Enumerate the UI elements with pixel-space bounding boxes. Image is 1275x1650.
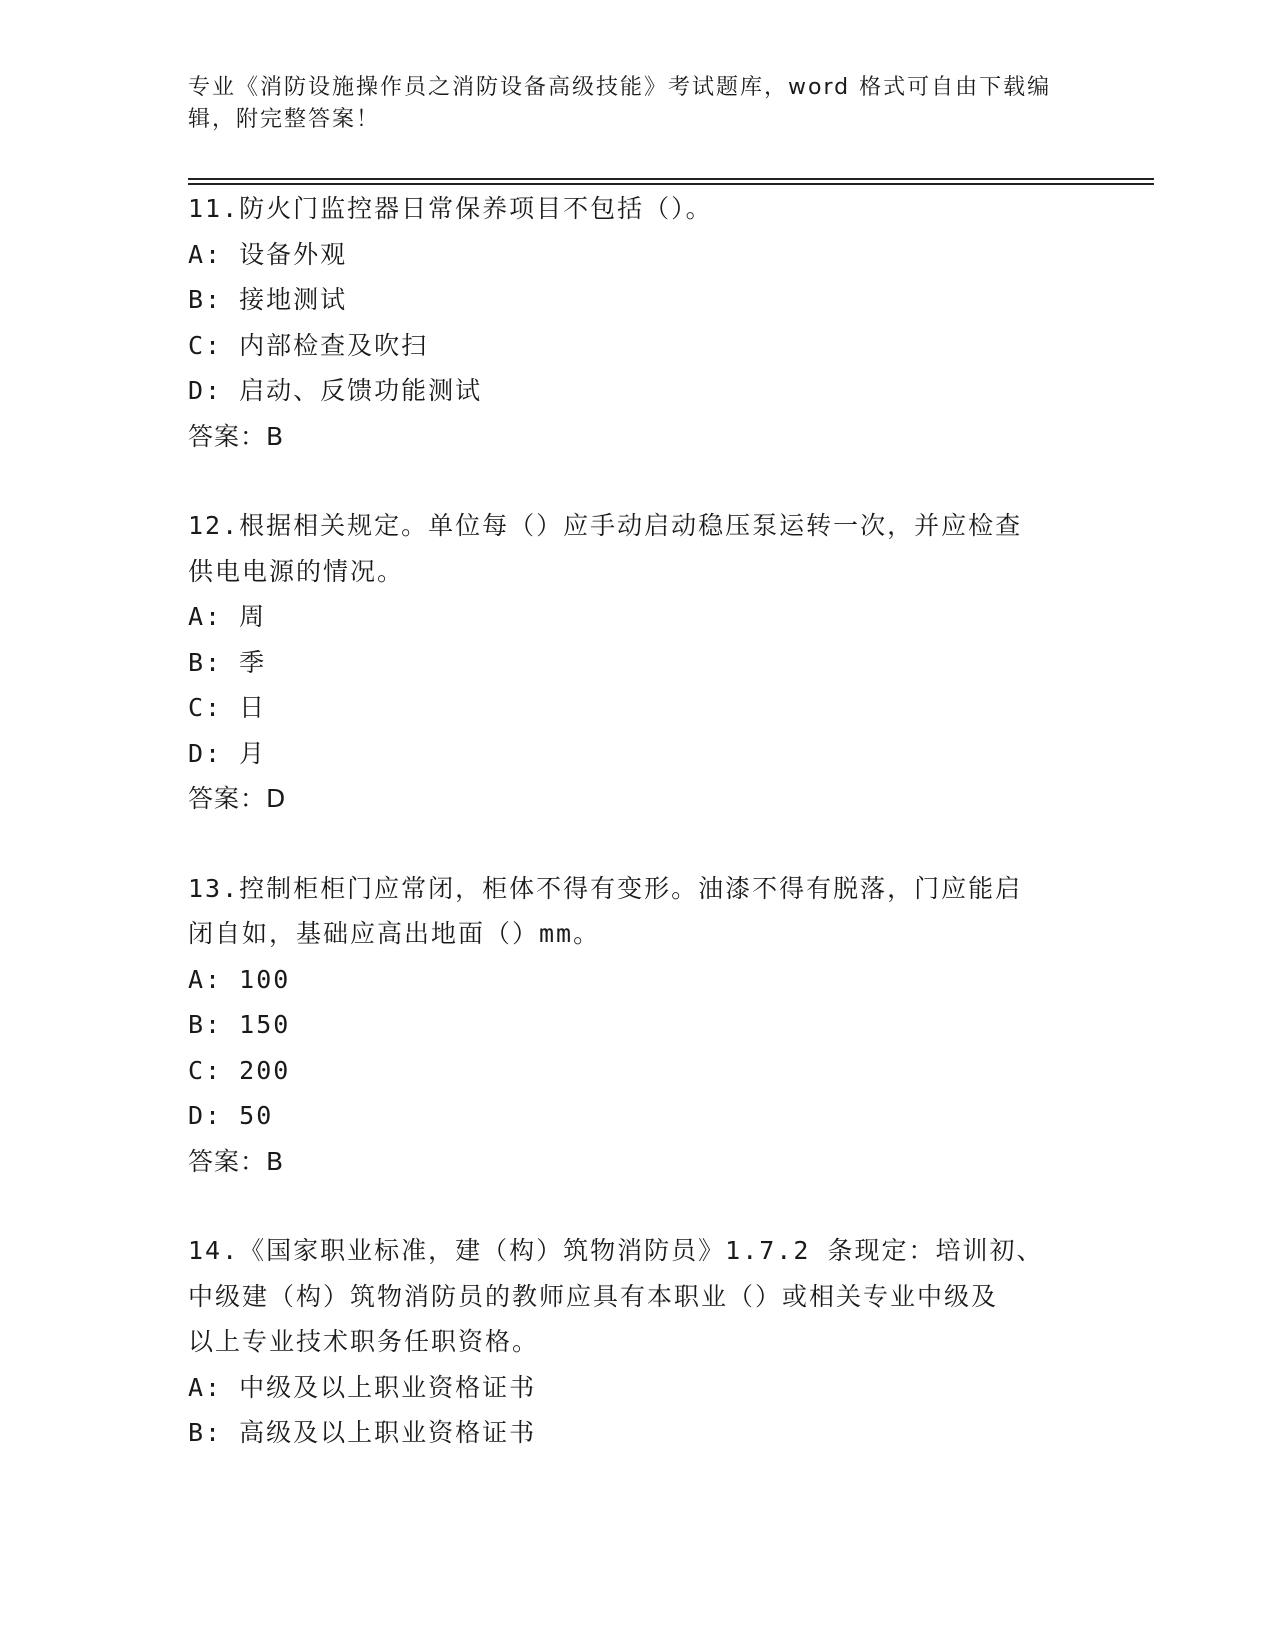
option-a: A: 周 [188, 602, 267, 631]
question-11 [188, 186, 1088, 459]
header-line-2: 辑，附完整答案！ [188, 107, 381, 132]
question-stem-line-1: 13.控制柜柜门应常闭，柜体不得有变形。油漆不得有脱落，门应能启 [188, 873, 1023, 903]
option-d: D: 50 [188, 1101, 274, 1130]
option-b: B: 高级及以上职业资格证书 [188, 1418, 537, 1447]
option-b: B: 150 [188, 1010, 291, 1039]
answer-label: 答案：B [188, 421, 285, 451]
option-d: D: 启动、反馈功能测试 [188, 376, 483, 405]
option-a: A: 100 [188, 964, 291, 994]
question-stem-line-1: 14.《国家职业标准，建（构）筑物消防员》1.7.2 条现定：培训初、 [188, 1236, 1044, 1265]
option-b: B: 接地测试 [188, 285, 348, 314]
option-c: C: 200 [188, 1055, 291, 1085]
question-stem-line-1: 12.根据相关规定。单位每（）应手动启动稳压泵运转一次，并应检查 [188, 511, 1023, 540]
question-12 [188, 503, 1088, 822]
answer-label: 答案：D [188, 784, 287, 813]
option-c: C: 内部检查及吹扫 [188, 330, 429, 360]
question-list [188, 186, 1088, 1500]
question-13 [188, 866, 1088, 1185]
option-a: A: 设备外观 [188, 239, 348, 269]
question-14 [188, 1228, 1088, 1456]
answer-label: 答案：B [188, 1146, 285, 1176]
question-stem-line-2: 中级建（构）筑物消防员的教师应具有本职业（）或相关专业中级及 [188, 1281, 999, 1311]
header-line-1: 专业《消防设施操作员之消防设备高级技能》考试题库，word 格式可自由下载编 [188, 75, 1052, 100]
question-stem: 11.防火门监控器日常保养项目不包括（）。 [188, 194, 713, 223]
option-b: B: 季 [188, 647, 267, 677]
document-header [188, 72, 1068, 136]
option-a: A: 中级及以上职业资格证书 [188, 1372, 537, 1402]
option-d: D: 月 [188, 738, 267, 768]
option-c: C: 日 [188, 693, 267, 722]
question-stem-line-2: 闭自如，基础应高出地面（）mm。 [188, 919, 601, 948]
question-stem-line-3: 以上专业技术职务任职资格。 [188, 1327, 540, 1356]
question-stem-line-2: 供电电源的情况。 [188, 556, 405, 586]
header-divider-bottom [188, 183, 1154, 185]
header-divider-top [188, 178, 1154, 180]
